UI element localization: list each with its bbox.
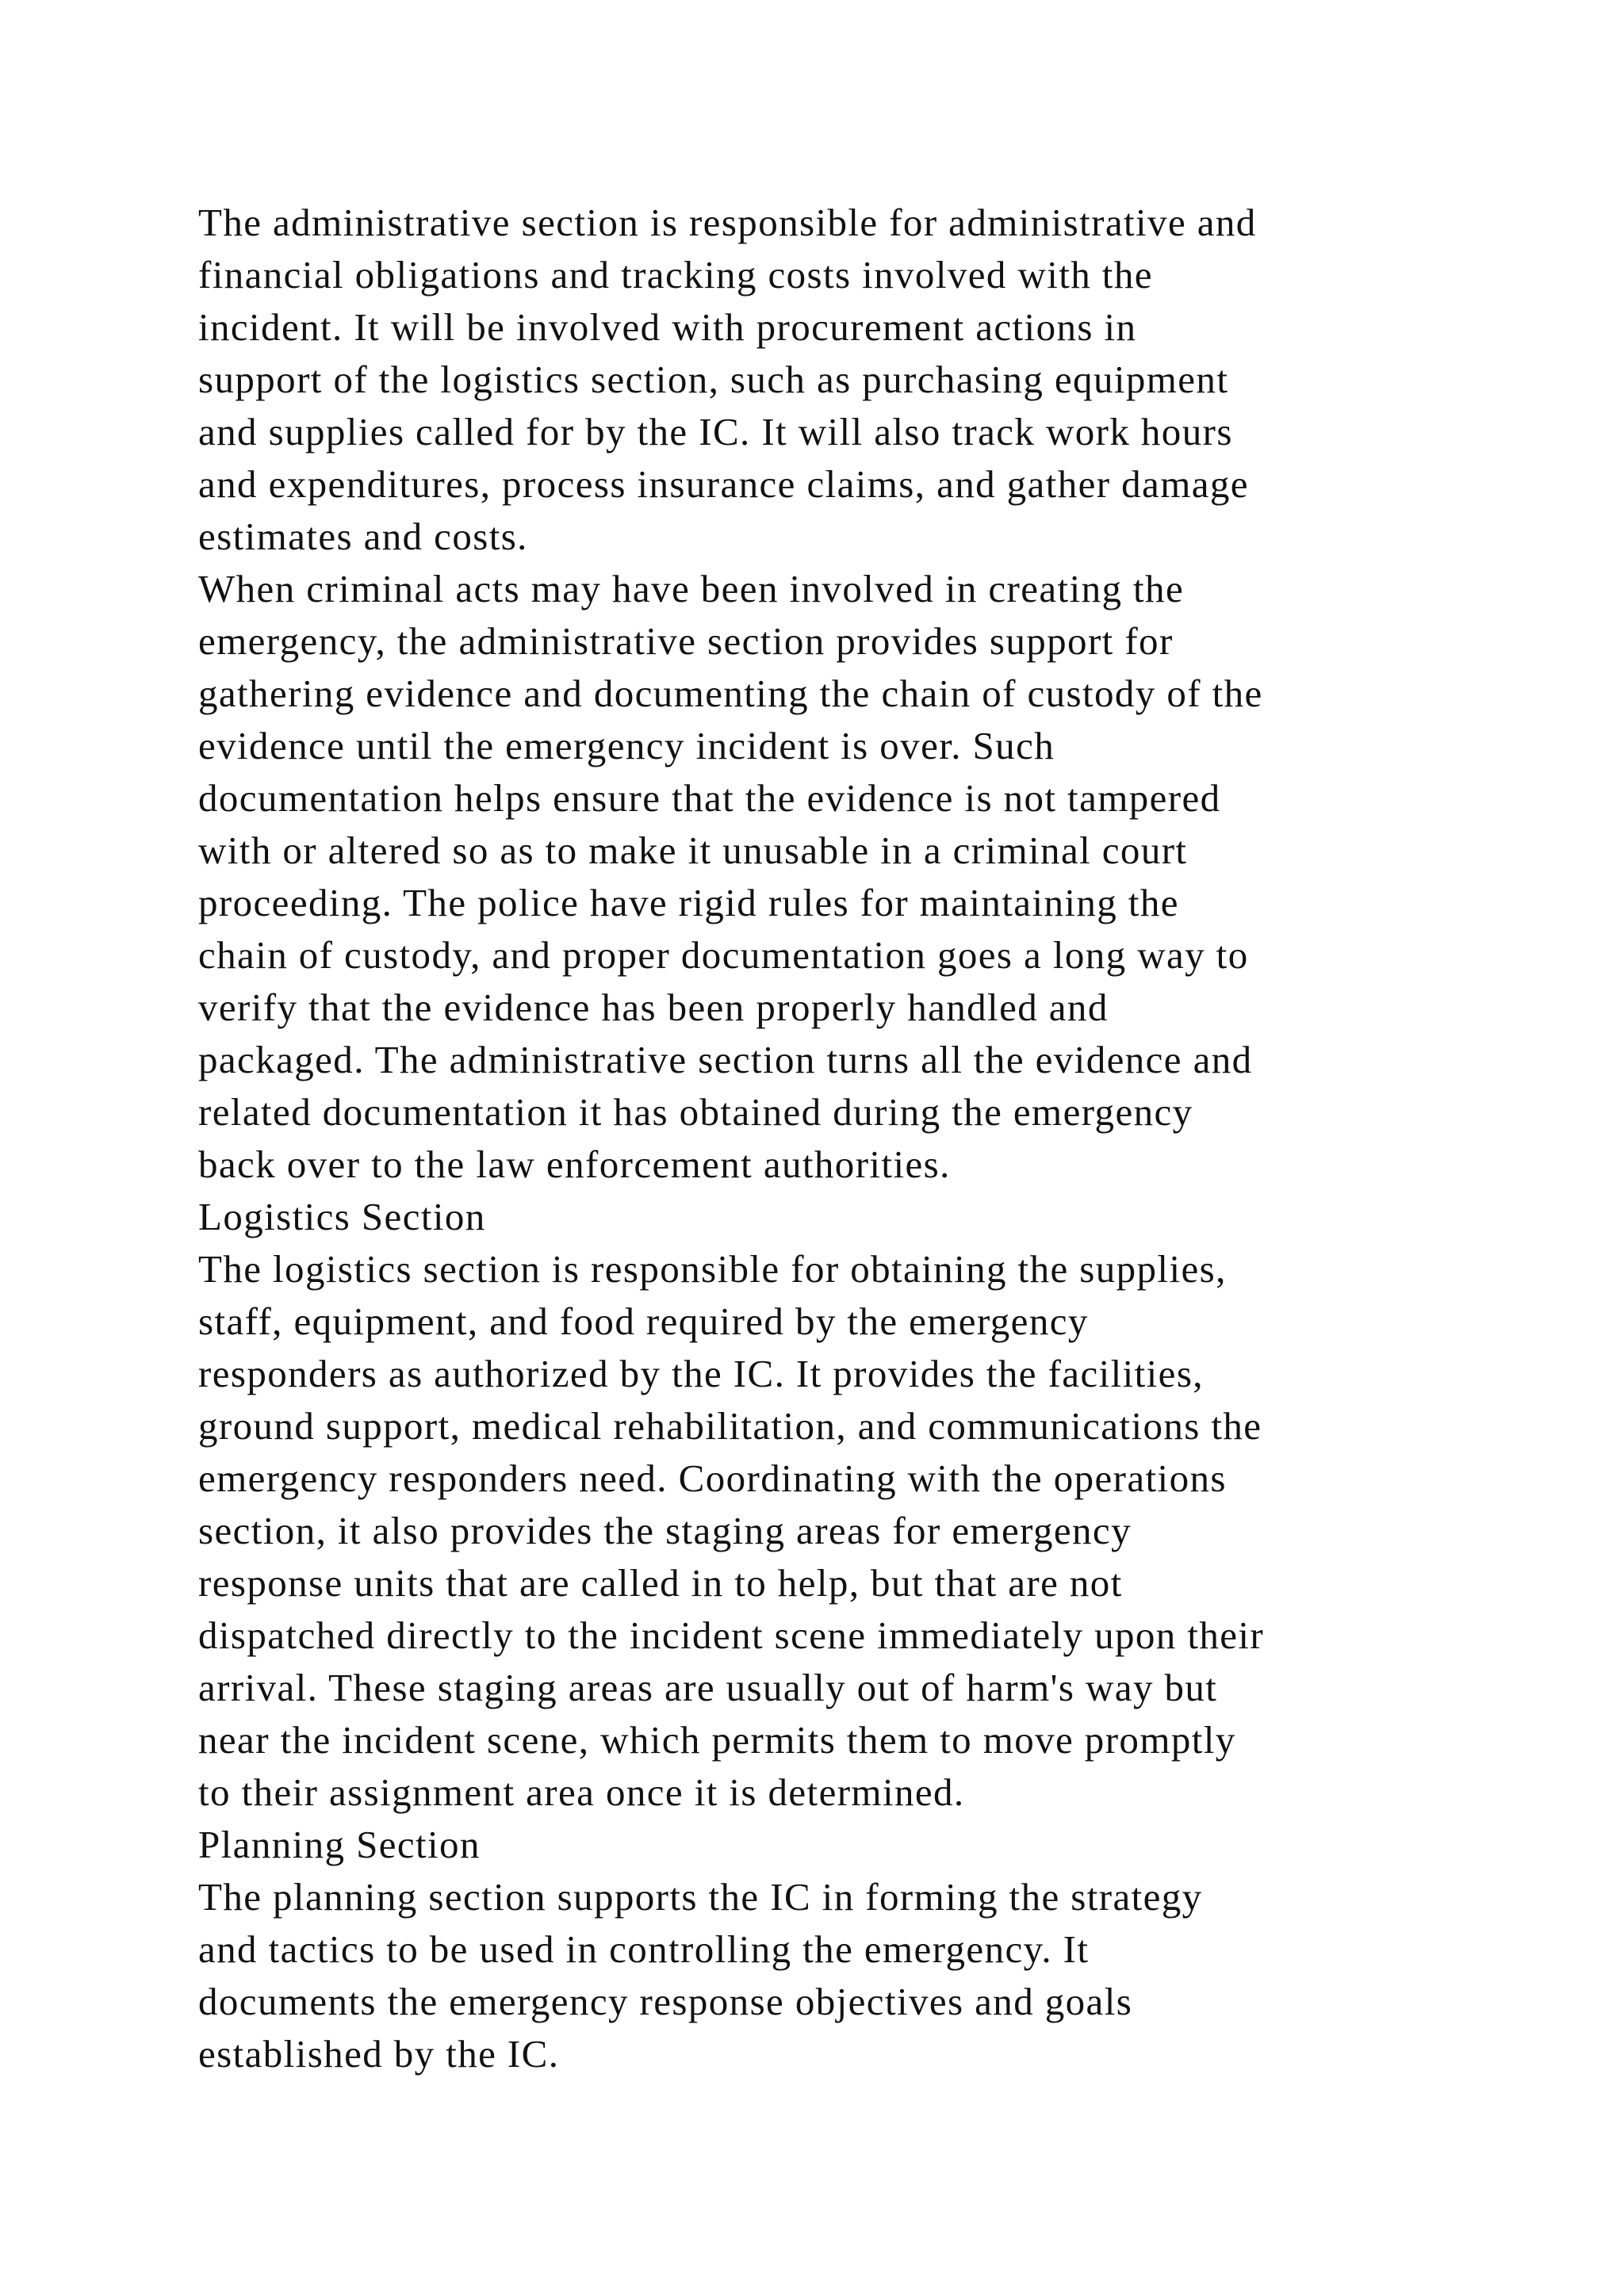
paragraph-line: dispatched directly to the incident scene immediately upon their	[198, 1613, 1265, 1657]
paragraph-line: The logistics section is responsible for obtaining the supplies,	[198, 1247, 1227, 1291]
paragraph-line: response units that are called in to help, but that are not	[198, 1561, 1123, 1605]
paragraph-line: The planning section supports the IC in forming the strategy	[198, 1875, 1203, 1919]
paragraph-line: arrival. These staging areas are usually out of harm's way but	[198, 1666, 1218, 1709]
paragraph-line: to their assignment area once it is determined.	[198, 1770, 965, 1814]
paragraph-line: packaged. The administrative section turns all the evidence and	[198, 1038, 1253, 1081]
paragraph-line: with or altered so as to make it unusable in a criminal court	[198, 828, 1188, 872]
paragraph-line: chain of custody, and proper documentation goes a long way to	[198, 933, 1249, 977]
paragraph-line: documents the emergency response objectives and goals	[198, 1980, 1133, 2023]
paragraph-line: emergency responders need. Coordinating with the operations	[198, 1456, 1227, 1500]
paragraph-line: and supplies called for by the IC. It will also track work hours	[198, 410, 1233, 453]
paragraph-line: support of the logistics section, such as purchasing equipment	[198, 358, 1229, 401]
paragraph-line: gathering evidence and documenting the chain of custody of the	[198, 672, 1263, 715]
paragraph-line: section, it also provides the staging areas for emergency	[198, 1509, 1132, 1552]
paragraph-line: related documentation it has obtained during the emergency	[198, 1090, 1193, 1134]
paragraph-line: financial obligations and tracking costs involved with the	[198, 253, 1153, 297]
paragraph-line: proceeding. The police have rigid rules for maintaining the	[198, 881, 1179, 924]
paragraph-line: responders as authorized by the IC. It provides the facilities,	[198, 1352, 1204, 1395]
section-heading-planning: Planning Section	[198, 1823, 481, 1866]
paragraph-line: verify that the evidence has been properly handled and	[198, 985, 1109, 1029]
paragraph-line: back over to the law enforcement authorities.	[198, 1142, 951, 1186]
paragraph-line: near the incident scene, which permits them to move promptly	[198, 1718, 1236, 1762]
paragraph-line: ground support, medical rehabilitation, and communications the	[198, 1404, 1262, 1448]
paragraph-line: evidence until the emergency incident is over. Such	[198, 724, 1055, 767]
paragraph-line: estimates and costs.	[198, 515, 528, 558]
paragraph-line: emergency, the administrative section provides support for	[198, 619, 1174, 663]
paragraph-line: The administrative section is responsible for administrative and	[198, 201, 1257, 244]
paragraph-line: incident. It will be involved with procurement actions in	[198, 305, 1137, 349]
paragraph-line: and tactics to be used in controlling the emergency. It	[198, 1927, 1090, 1971]
paragraph-line: When criminal acts may have been involved in creating the	[198, 567, 1185, 610]
paragraph-line: and expenditures, process insurance claims, and gather damage	[198, 462, 1249, 506]
paragraph-line: established by the IC.	[198, 2032, 560, 2076]
section-heading-logistics: Logistics Section	[198, 1195, 486, 1238]
document-body	[198, 197, 1435, 2080]
paragraph-line: staff, equipment, and food required by the emergency	[198, 1299, 1089, 1343]
paragraph-line: documentation helps ensure that the evidence is not tampered	[198, 776, 1221, 820]
